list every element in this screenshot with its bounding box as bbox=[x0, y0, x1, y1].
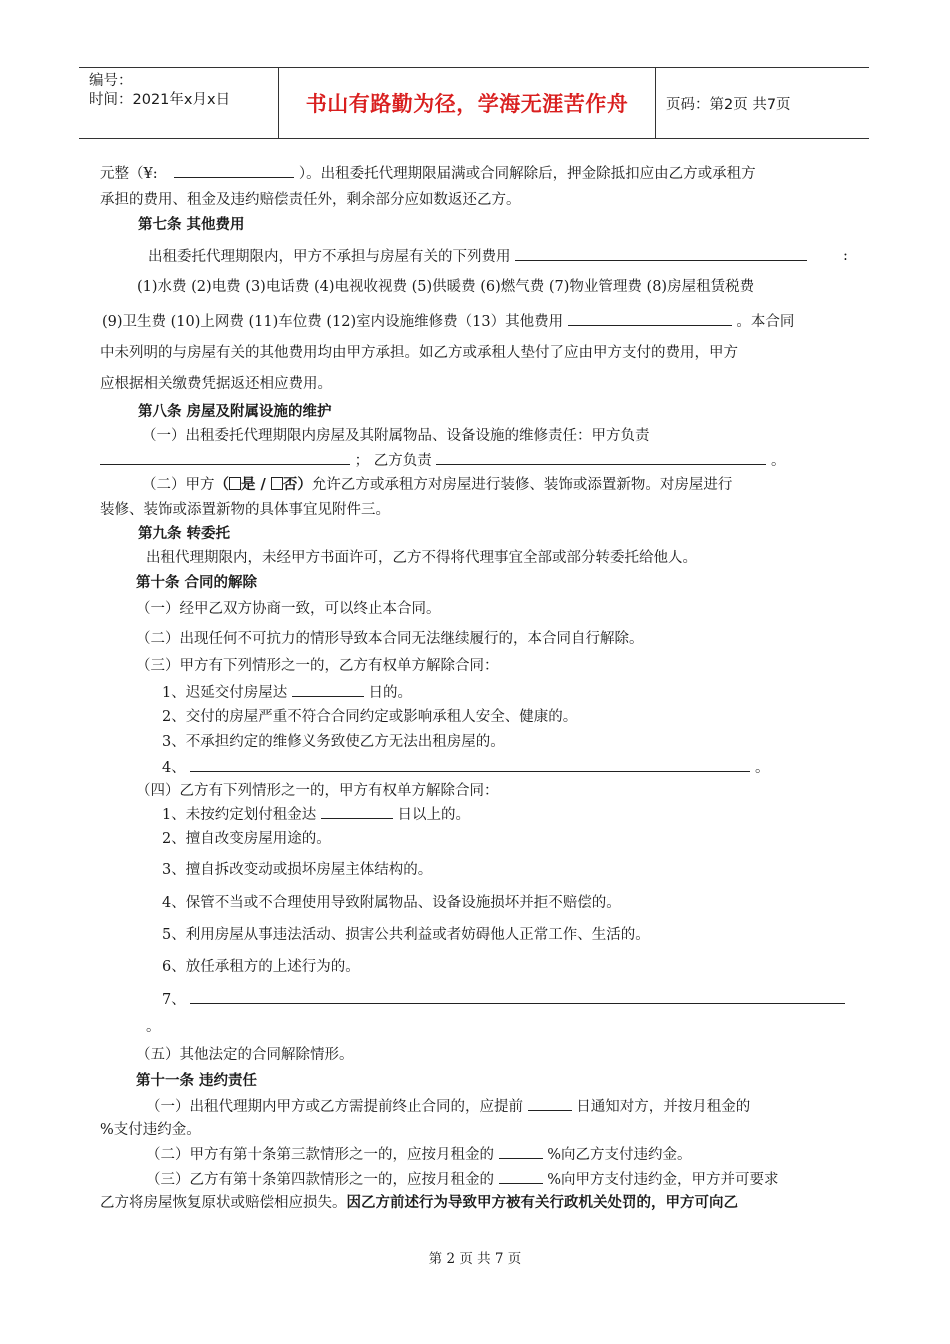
paragraph-line bbox=[162, 804, 470, 825]
text: 日的。 bbox=[368, 685, 412, 701]
paragraph-line: 2、擅自改变房屋用途的。 bbox=[162, 831, 331, 847]
text: 元整（¥: bbox=[100, 166, 158, 182]
paragraph-line: 应根据相关缴费凭据返还相应费用。 bbox=[100, 376, 332, 392]
paragraph-line: 承担的费用、租金及违约赔偿责任外，剩余部分应如数返还乙方。 bbox=[100, 192, 521, 208]
other-case-blank bbox=[190, 989, 845, 1004]
document-time: 时间：2021年x月x日 bbox=[89, 92, 231, 108]
text: ）。出租委托代理期限届满或合同解除后，押金除抵扣应由乙方或承租方 bbox=[298, 166, 756, 182]
text: （二）甲方有第十条第三款情形之一的，应按月租金的 bbox=[146, 1147, 494, 1163]
text: %向乙方支付违约金。 bbox=[547, 1147, 692, 1163]
other-case-blank bbox=[190, 757, 750, 772]
rent-days-blank bbox=[321, 804, 393, 819]
paragraph-line bbox=[100, 163, 756, 184]
paragraph-line bbox=[100, 1193, 738, 1213]
party-b-blank bbox=[436, 450, 766, 465]
paragraph-line: （一）经甲乙双方协商一致，可以终止本合同。 bbox=[136, 601, 441, 617]
header-motto: 书山有路勤为径，学海无涯苦作舟 bbox=[279, 68, 656, 138]
penalty-rate-blank bbox=[499, 1169, 543, 1184]
text: 。 bbox=[754, 760, 770, 776]
text: （二）甲方 bbox=[142, 477, 215, 493]
text: 。 bbox=[770, 453, 786, 469]
party-a-blank bbox=[100, 450, 350, 465]
text: （ bbox=[214, 476, 229, 493]
text: ； 乙方负责 bbox=[354, 453, 432, 469]
article-10-heading: 第十条 合同的解除 bbox=[136, 574, 258, 591]
text: 因乙方前述行为导致甲方被有关行政机关处罚的，甲方可向乙 bbox=[346, 1194, 738, 1211]
paragraph-line bbox=[142, 475, 732, 495]
paragraph-line: 4、保管不当或不合理使用导致附属物品、设备设施损坏并拒不赔偿的。 bbox=[162, 895, 621, 911]
article-11-heading: 第十一条 违约责任 bbox=[136, 1072, 258, 1089]
article-9-heading: 第九条 转委托 bbox=[138, 525, 231, 542]
text: 1、未按约定划付租金达 bbox=[162, 807, 317, 823]
text: 否） bbox=[282, 476, 312, 493]
paragraph-line bbox=[162, 757, 769, 778]
page-footer: 第 2 页 共 7 页 bbox=[428, 1251, 522, 1267]
text: （三）乙方有第十条第四款情形之一的，应按月租金的 bbox=[146, 1172, 494, 1188]
text: 出租委托代理期限内，甲方不承担与房屋有关的下列费用 bbox=[148, 249, 511, 265]
text: %向甲方支付违约金，甲方并可要求 bbox=[547, 1172, 779, 1188]
deposit-blank bbox=[174, 163, 294, 178]
paragraph-line: 2、交付的房屋严重不符合合同约定或影响承租人安全、健康的。 bbox=[162, 709, 578, 725]
paragraph-line: 5、利用房屋从事违法活动、损害公共利益或者妨碍他人正常工作、生活的。 bbox=[162, 927, 650, 943]
text: 日以上的。 bbox=[397, 807, 470, 823]
paragraph-line: 3、擅自拆改变动或损坏房屋主体结构的。 bbox=[162, 862, 433, 878]
text: 。本合同 bbox=[736, 314, 795, 330]
text: 日通知对方，并按月租金的 bbox=[576, 1099, 751, 1115]
paragraph-line bbox=[102, 311, 794, 332]
paragraph-line: 。 bbox=[146, 1019, 161, 1035]
paragraph-line: 3、不承担约定的维修义务致使乙方无法出租房屋的。 bbox=[162, 734, 505, 750]
document-number-label: 编号： bbox=[89, 73, 133, 89]
checkbox-yes[interactable] bbox=[229, 477, 241, 490]
other-fees-blank bbox=[568, 311, 732, 326]
text: : bbox=[843, 248, 848, 264]
text: 是 / bbox=[241, 476, 271, 493]
notice-days-blank bbox=[528, 1096, 572, 1111]
paragraph-line bbox=[162, 989, 845, 1010]
delay-days-blank bbox=[292, 682, 364, 697]
paragraph-line: 中未列明的与房屋有关的其他费用均由甲方承担。如乙方或承租人垫付了应由甲方支付的费用，甲方 bbox=[100, 345, 738, 361]
text: （一）出租代理期内甲方或乙方需提前终止合同的，应提前 bbox=[146, 1099, 523, 1115]
paragraph-line: （三）甲方有下列情形之一的，乙方有权单方解除合同： bbox=[136, 658, 499, 674]
text: (9)卫生费 (10)上网费 (11)车位费 (12)室内设施维修费（13）其他费用 bbox=[102, 314, 564, 330]
paragraph-line: （一）出租委托代理期限内房屋及其附属物品、设备设施的维修责任：甲方负责 bbox=[142, 428, 650, 444]
article-8-heading: 第八条 房屋及附属设施的维护 bbox=[138, 403, 332, 420]
paragraph-line: %支付违约金。 bbox=[100, 1122, 201, 1138]
article-7-heading: 第七条 其他费用 bbox=[138, 216, 245, 233]
header-page-info: 页码：第2页 共7页 bbox=[666, 96, 791, 113]
paragraph-line: 装修、装饰或添置新物的具体事宜见附件三。 bbox=[100, 502, 390, 518]
paragraph-line bbox=[146, 1169, 779, 1190]
paragraph-line bbox=[146, 1096, 750, 1117]
penalty-rate-blank bbox=[499, 1144, 543, 1159]
paragraph-line bbox=[146, 1144, 692, 1165]
text: 1、迟延交付房屋达 bbox=[162, 685, 288, 701]
paragraph-line: （四）乙方有下列情形之一的，甲方有权单方解除合同： bbox=[136, 783, 499, 799]
paragraph-line: (1)水费 (2)电费 (3)电话费 (4)电视收视费 (5)供暖费 (6)燃气费 (7)物业管理费 (8)房屋租赁税费 bbox=[137, 279, 755, 295]
text: 4、 bbox=[162, 760, 186, 776]
paragraph-line: 6、放任承租方的上述行为的。 bbox=[162, 959, 360, 975]
paragraph-line: （二）出现任何不可抗力的情形导致本合同无法继续履行的，本合同自行解除。 bbox=[136, 631, 644, 647]
paragraph-line bbox=[100, 450, 785, 471]
text: 7、 bbox=[162, 992, 186, 1008]
paragraph-line: （五）其他法定的合同解除情形。 bbox=[136, 1047, 354, 1063]
paragraph-line: 出租代理期限内，未经甲方书面许可，乙方不得将代理事宜全部或部分转委托给他人。 bbox=[146, 550, 697, 566]
text: 允许乙方或承租方对房屋进行装修、装饰或添置新物。对房屋进行 bbox=[311, 477, 733, 493]
fees-blank bbox=[515, 246, 807, 261]
paragraph-line bbox=[148, 246, 807, 267]
paragraph-line bbox=[162, 682, 412, 703]
text: 乙方将房屋恢复原状或赔偿相应损失。 bbox=[100, 1195, 347, 1211]
checkbox-no[interactable] bbox=[271, 477, 283, 490]
